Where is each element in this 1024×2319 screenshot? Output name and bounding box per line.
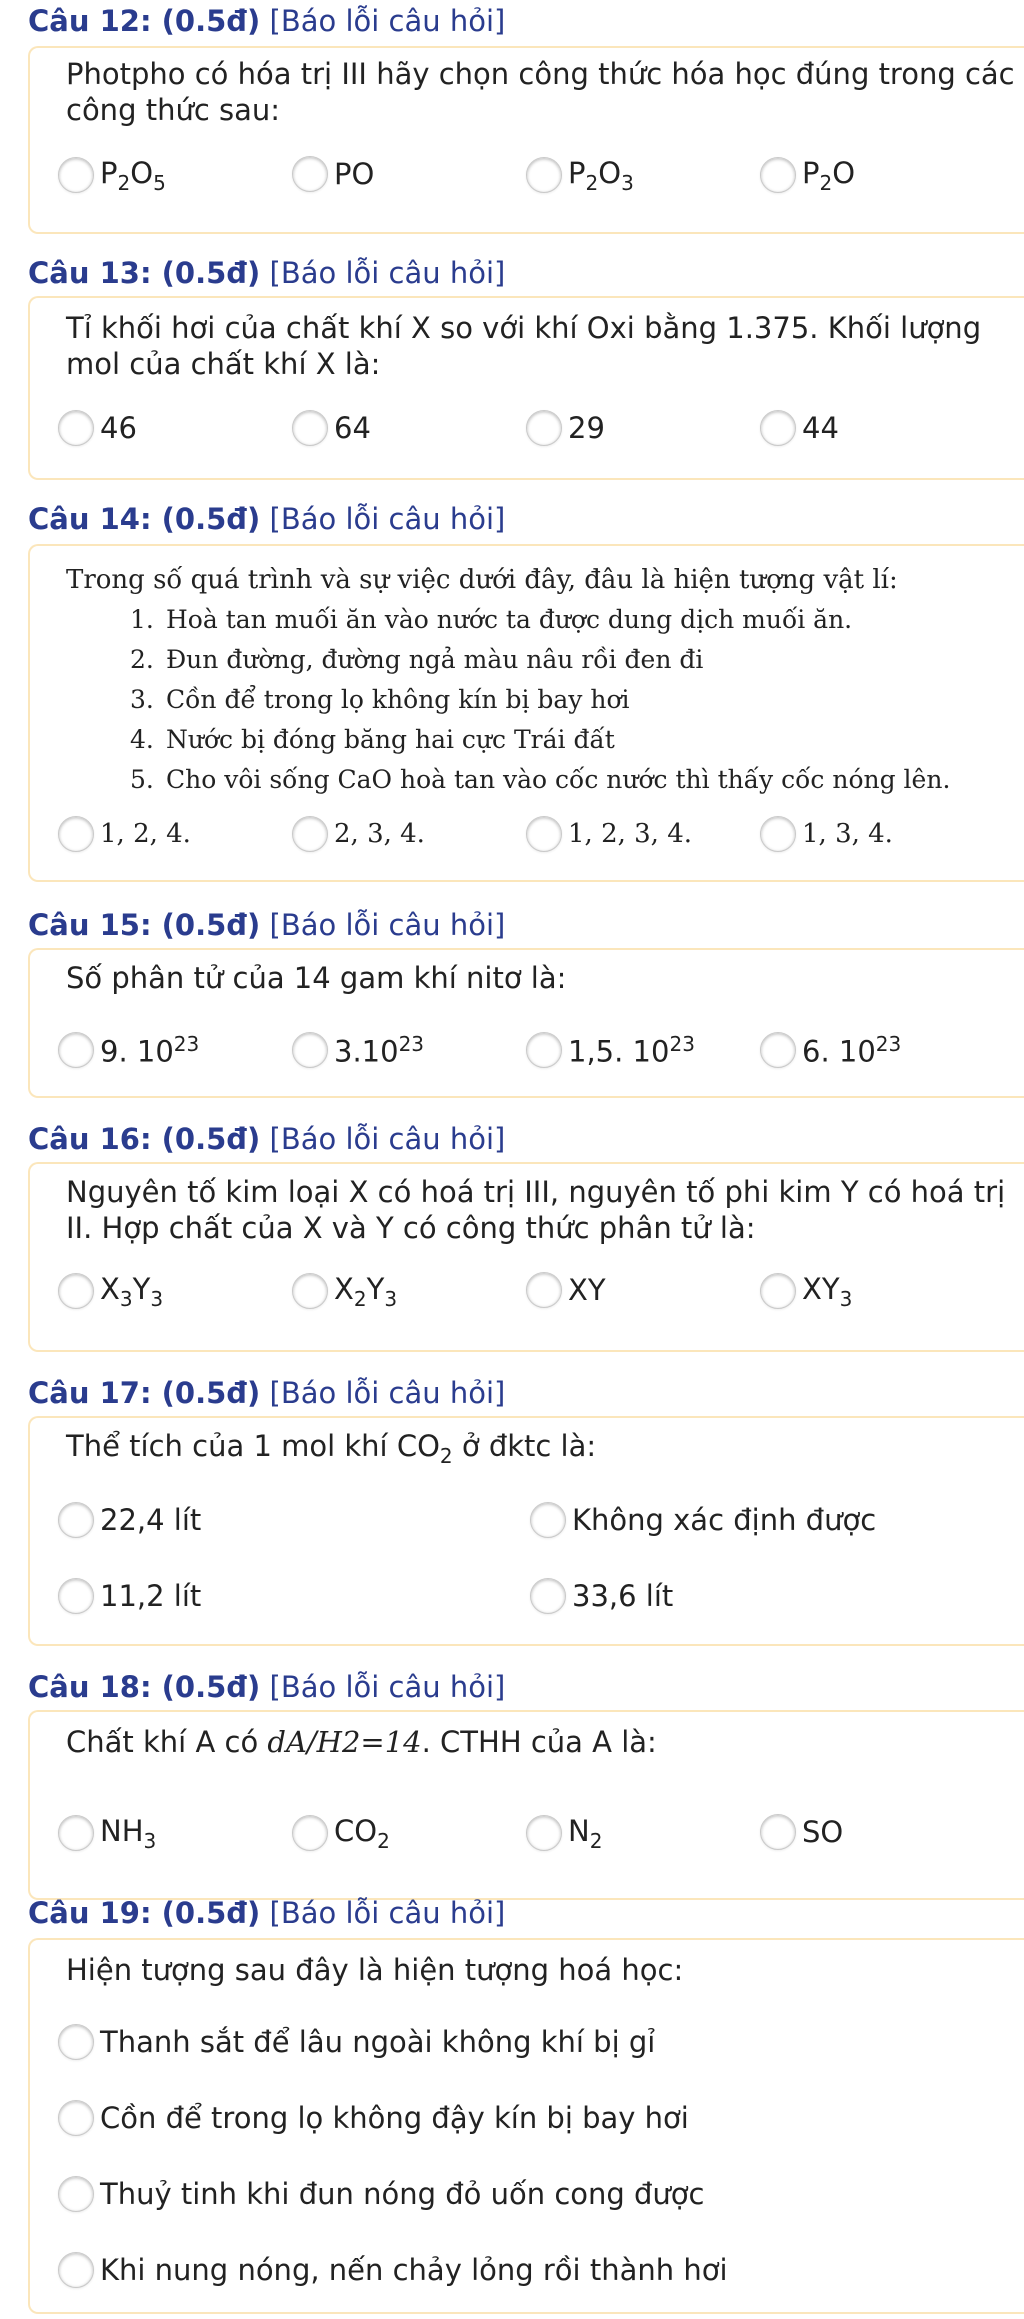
radio-button[interactable] [760,1273,796,1309]
answer-option[interactable] [58,2100,689,2136]
option-label: 1, 2, 4. [100,819,191,849]
option-label: $X_2Y_3$ [334,1272,398,1311]
question-number: Câu 13: (0.5đ) [28,256,261,290]
answer-option[interactable] [292,1272,397,1311]
report-error-link[interactable]: [Báo lỗi câu hỏi] [269,1896,506,1930]
radio-button[interactable] [58,816,94,852]
question-16-card [28,1162,1024,1352]
question-text: Chất khí A có dA/H2=14. CTHH của A là: [66,1725,657,1759]
radio-button[interactable] [58,1032,94,1068]
option-label: Cồn để trong lọ không đậy kín bị bay hơi [100,2101,689,2135]
option-label: 6. $10^{23}$ [802,1032,902,1069]
question-15-header [28,908,505,942]
question-text: Hiện tượng sau đây là hiện tượng hoá học: [66,1953,684,1987]
answer-option[interactable] [760,1814,843,1850]
radio-button[interactable] [760,1032,796,1068]
option-label: 22,4 lít [100,1503,202,1537]
radio-button[interactable] [58,1578,94,1614]
question-text: Tỉ khối hơi của chất khí X so với khí Oxi bằng 1.375. Khối lượng mol của chất khí X là: [66,311,982,381]
question-16-header [28,1122,505,1156]
radio-button[interactable] [58,2100,94,2136]
option-label: $P_2O_5$ [100,156,166,195]
radio-button[interactable] [530,1502,566,1538]
option-label: 1, 3, 4. [802,819,893,849]
radio-button[interactable] [58,2176,94,2212]
option-label: $CO_2$ [334,1814,390,1853]
report-error-link[interactable]: [Báo lỗi câu hỏi] [269,4,506,38]
radio-button[interactable] [58,1502,94,1538]
answer-option[interactable] [530,1502,876,1538]
radio-button[interactable] [526,816,562,852]
list-item: 5. Cho vôi sống CaO hoà tan vào cốc nước thì thấy cốc nóng lên. [130,765,951,794]
question-17-header [28,1376,505,1410]
question-text: Nguyên tố kim loại X có hoá trị III, nguyên tố phi kim Y có hoá trị II. Hợp chất của X và Y có công thức phân tử là: [66,1175,1006,1245]
answer-option[interactable] [526,410,605,446]
option-label: Thuỷ tinh khi đun nóng đỏ uốn cong được [100,2177,705,2211]
answer-option[interactable] [292,410,371,446]
radio-button[interactable] [526,410,562,446]
option-label: 33,6 lít [572,1579,674,1613]
option-label: $X_3Y_3$ [100,1272,164,1311]
option-label: $P_2O$ [802,156,856,195]
answer-option[interactable] [58,410,137,446]
list-item: 4. Nước bị đóng băng hai cực Trái đất [130,725,615,754]
question-number: Câu 18: (0.5đ) [28,1670,261,1704]
radio-button[interactable] [58,410,94,446]
answer-option[interactable] [760,410,839,446]
option-label: XY [568,1273,606,1307]
list-item: 1. Hoà tan muối ăn vào nước ta được dung dịch muối ăn. [130,605,853,634]
option-label: 2, 3, 4. [334,819,425,849]
question-number: Câu 12: (0.5đ) [28,4,261,38]
option-label: $P_2O_3$ [568,156,634,195]
answer-option[interactable] [58,1032,199,1069]
answer-option[interactable] [58,816,191,852]
option-label: 64 [334,411,371,445]
answer-option[interactable] [526,156,634,195]
option-label: PO [334,157,375,191]
answer-option[interactable] [292,156,374,192]
radio-button[interactable] [526,1272,562,1308]
radio-button[interactable] [58,157,94,193]
report-error-link[interactable]: [Báo lỗi câu hỏi] [269,1122,506,1156]
question-18-header [28,1670,505,1704]
question-13-card [28,296,1024,480]
radio-button[interactable] [292,156,328,192]
radio-button[interactable] [58,2024,94,2060]
answer-option[interactable] [58,1814,156,1853]
report-error-link[interactable]: [Báo lỗi câu hỏi] [269,256,506,290]
option-label: 11,2 lít [100,1579,202,1613]
report-error-link[interactable]: [Báo lỗi câu hỏi] [269,502,506,536]
radio-button[interactable] [292,1815,328,1851]
answer-option[interactable] [58,156,166,195]
answer-option[interactable] [526,816,692,852]
option-label: 29 [568,411,605,445]
radio-button[interactable] [58,1815,94,1851]
answer-option[interactable] [58,1272,163,1311]
radio-button[interactable] [530,1578,566,1614]
answer-option[interactable] [526,1032,695,1069]
answer-option[interactable] [58,2252,728,2288]
report-error-link[interactable]: [Báo lỗi câu hỏi] [269,1376,506,1410]
question-text: Số phân tử của 14 gam khí nitơ là: [66,961,567,995]
radio-button[interactable] [760,157,796,193]
question-number: Câu 15: (0.5đ) [28,908,261,942]
radio-button[interactable] [58,1273,94,1309]
question-14-header [28,502,505,536]
question-text: Thể tích của 1 mol khí $CO_2$ ở đktc là: [66,1429,597,1468]
statement-list [130,600,950,800]
question-15-card [28,948,1024,1098]
answer-option[interactable] [760,816,893,852]
option-label: $N_2$ [568,1814,603,1853]
radio-button[interactable] [292,1273,328,1309]
report-error-link[interactable]: [Báo lỗi câu hỏi] [269,1670,506,1704]
list-item: 2. Đun đường, đường ngả màu nâu rồi đen đi [130,645,704,674]
option-label: SO [802,1815,844,1849]
answer-option[interactable] [58,2024,655,2060]
option-label: 44 [802,411,839,445]
answer-option[interactable] [760,1272,852,1311]
radio-button[interactable] [292,816,328,852]
radio-button[interactable] [526,1815,562,1851]
option-label: 3.10$^{23}$ [334,1032,425,1069]
question-18-card [28,1710,1024,1900]
option-label: $XY_3$ [802,1272,853,1311]
question-number: Câu 17: (0.5đ) [28,1376,261,1410]
radio-button[interactable] [292,410,328,446]
question-17-card [28,1416,1024,1646]
option-label: 46 [100,411,137,445]
option-label: 1, 2, 3, 4. [568,819,693,849]
question-text: Photpho có hóa trị III hãy chọn công thức hóa học đúng trong các công thức sau: [66,57,1015,127]
option-label: 9. $10^{23}$ [100,1032,200,1069]
answer-option[interactable] [58,1502,201,1538]
answer-option[interactable] [526,1272,606,1308]
question-13-header [28,256,505,290]
question-19-card [28,1938,1024,2314]
question-number: Câu 16: (0.5đ) [28,1122,261,1156]
option-label: 1,5. $10^{23}$ [568,1032,695,1069]
answer-option[interactable] [526,1814,602,1853]
answer-option[interactable] [58,2176,704,2212]
answer-option[interactable] [292,1814,390,1853]
radio-button[interactable] [760,410,796,446]
question-number: Câu 19: (0.5đ) [28,1896,261,1930]
question-12-header [28,4,505,38]
question-number: Câu 14: (0.5đ) [28,502,261,536]
option-label: Thanh sắt để lâu ngoài không khí bị gỉ [100,2025,656,2059]
report-error-link[interactable]: [Báo lỗi câu hỏi] [269,908,506,942]
answer-option[interactable] [58,1578,201,1614]
radio-button[interactable] [760,816,796,852]
answer-option[interactable] [530,1578,673,1614]
option-label: $NH_3$ [100,1814,157,1853]
radio-button[interactable] [58,2252,94,2288]
question-text: Trong số quá trình và sự việc dưới đây, đâu là hiện tượng vật lí: [66,565,898,595]
radio-button[interactable] [526,1032,562,1068]
radio-button[interactable] [526,157,562,193]
answer-option[interactable] [292,1032,424,1069]
answer-option[interactable] [760,1032,901,1069]
answer-option[interactable] [760,156,855,195]
option-label: Không xác định được [572,1503,877,1537]
question-19-header [28,1896,505,1930]
option-label: Khi nung nóng, nến chảy lỏng rồi thành hơi [100,2253,728,2287]
radio-button[interactable] [292,1032,328,1068]
list-item: 3. Cồn để trong lọ không kín bị bay hơi [130,685,630,714]
radio-button[interactable] [760,1814,796,1850]
answer-option[interactable] [292,816,425,852]
question-14-card [28,544,1024,882]
question-12-card [28,46,1024,234]
